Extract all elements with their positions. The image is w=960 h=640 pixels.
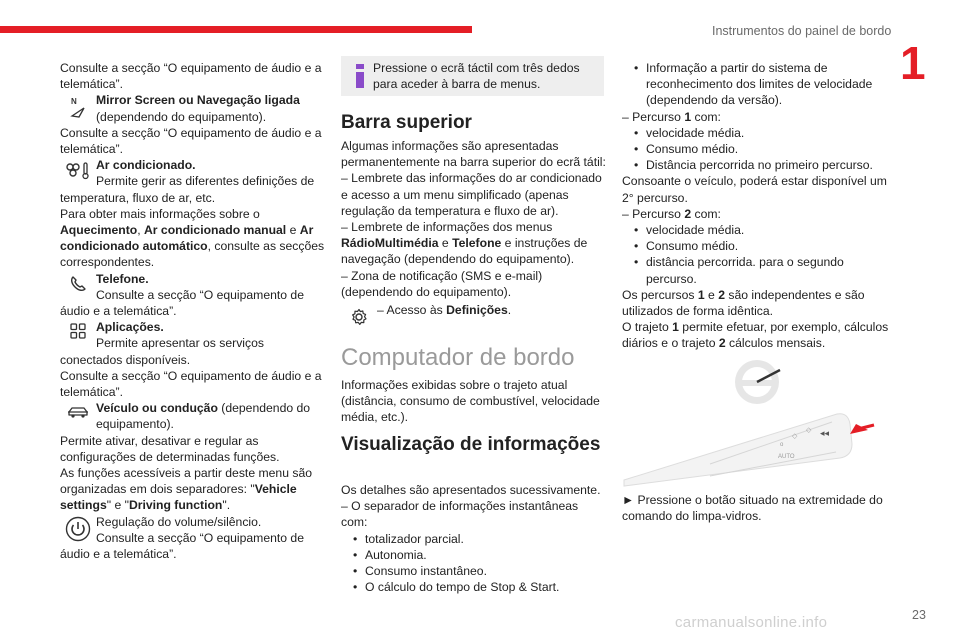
heading-visualizacao: Visualização de informações [341,434,601,455]
bold-term: Vehicle settings [60,482,297,513]
bullet-list [341,531,606,596]
phone-entry [60,271,328,303]
fan-temperature-icon [60,157,96,181]
text-span: e instruções de navegação (dependendo do equipamento). [341,236,588,267]
bullet-item: • O cálculo do tempo de Stop & Start. [341,579,606,595]
bullet-item: • Consumo médio. [622,141,892,157]
navigation-arrow-icon [60,92,96,118]
page-header-title: Instrumentos do painel de bordo [712,24,892,38]
bold-term: Definições [446,303,508,318]
vehicle-subtitle: equipamento). [96,417,174,432]
info-icon [353,62,367,90]
red-arrow-icon [850,424,874,434]
svg-text:◂◂: ◂◂ [820,428,830,438]
gear-icon [341,302,377,326]
steering-wheel-icon [735,360,780,404]
volume-entry [60,514,328,546]
text-span: , [137,223,144,238]
text-span: permite efetuar, por exemplo, cálculos diários e o trajeto [622,320,889,351]
text-span: . [507,303,512,318]
bullet-item: • distância percorrida. para o segundo percurso. [622,254,892,286]
paragraph: áudio e a telemática”. [60,304,177,319]
text-span: e [438,236,453,251]
bullet-item: • velocidade média. [622,222,892,238]
visualization-block [341,482,606,595]
apps-title: Aplicações. [96,320,164,335]
svg-text:N: N [71,97,77,107]
volume-title: Regulação do volume/silêncio. [96,514,262,529]
column-right [622,60,892,352]
text-span: são independentes e são utilizados de forma idêntica. [622,287,865,319]
paragraph: Algumas informações são apresentadas permanentemente na barra superior do ecrã tátil: [341,139,606,170]
bold-term: Driving function [128,498,223,513]
bullet-list [622,222,892,287]
text-span: com: [691,206,721,221]
bold-term: 2 [684,206,692,221]
text-span: – Percurso [622,109,685,124]
bold-term: 2 [718,287,725,302]
watermark-text: carmanualsonline.info [675,614,828,631]
text-span: e [286,223,300,238]
paragraph: Consulte a secção “O equipamento de áudio e a telemática”. [60,125,322,157]
bold-term: Ar condicionado automático [60,223,314,254]
list-item [341,219,606,268]
bullet-item: • Autonomia. [341,547,606,563]
computer-description [341,377,606,426]
bold-term: RádioMultimédia [341,236,439,251]
paragraph-tabs [60,465,328,514]
info-text: Pressione o ecrã táctil com três dedos para aceder à barra de menus. [373,61,580,92]
action-block [622,492,892,524]
text-span: O trajeto [622,320,673,335]
ac-text: Permite gerir as diferentes definições de [96,174,315,189]
apps-entry [60,319,328,351]
mirror-title: Mirror Screen ou Navegação ligada [96,93,300,108]
bold-term: Aquecimento [60,223,138,238]
text-span: Para obter mais informações sobre o [60,206,260,221]
bullet-list [622,60,892,109]
bold-term: 1 [697,287,705,302]
bold-term: 1 [684,109,692,124]
text-span: e [704,287,719,302]
text-span: – Percurso [622,206,685,221]
list-item [622,109,892,125]
bullet-item: • Consumo médio. [622,238,892,254]
paragraph: temperatura, fluxo de ar, etc. [60,190,216,205]
paragraph: Permite ativar, desativar e regular as configurações de determinadas funções. [60,433,280,464]
mirror-screen-entry [60,92,328,124]
phone-text: Consulte a secção “O equipamento de [96,287,304,302]
text-span: , consulte as secções correspondentes. [60,239,325,270]
wiper-stalk-illustration [622,352,892,488]
vehicle-title: Veículo ou condução [96,401,218,416]
vehicle-entry [60,400,328,432]
column-middle [341,138,606,326]
settings-entry [341,302,606,326]
list-item: – O separador de informações instantâneas com: [341,499,579,530]
text-span: com: [691,109,721,124]
bullet-item: • Distância percorrida no primeiro percurso. [622,157,892,173]
heading-computador-de-bordo: Computador de bordo [341,344,575,371]
volume-text: Consulte a secção “O equipamento de [96,530,304,545]
car-icon [60,400,96,420]
mirror-subtitle: (dependendo do equipamento). [96,109,267,124]
text-span: Os percursos [622,287,698,302]
text-span: cálculos mensais. [725,336,826,351]
power-volume-icon [60,514,96,542]
bullet-item: • totalizador parcial. [341,531,606,547]
bold-term: 2 [718,336,726,351]
text-span: ". [222,498,231,513]
ac-title: Ar condicionado. [96,158,196,173]
text-span: " e " [106,498,129,513]
apps-grid-icon [60,319,96,339]
paragraph: Informações exibidas sobre o trajeto atual (distância, consumo de combustível, velocidade média, etc.). [341,378,600,425]
svg-text:◇: ◇ [806,427,812,434]
list-item: – Lembrete das informações do ar condicionado e acesso a um menu simplificado (apenas regulação da temperatura e fluxo de ar). [341,171,602,218]
svg-text:◇: ◇ [792,433,798,440]
bold-term: Telefone [452,236,502,251]
bullet-item: • Consumo instantâneo. [341,563,606,579]
paragraph [622,319,892,351]
bullet-item: • Informação a partir do sistema de reconhecimento dos limites de velocidade (dependendo da versão). [622,60,892,109]
page-number: 23 [912,608,926,622]
heading-barra-superior: Barra superior [341,112,472,133]
info-box [341,56,604,96]
list-item: – Zona de notificação (SMS e e-mail) (dependendo do equipamento). [341,268,543,299]
bullet-list [622,125,892,174]
action-instruction: ► Pressione o botão situado na extremidade do comando do limpa-vidros. [622,493,883,524]
paragraph: Consoante o veículo, poderá estar disponível um 2° percurso. [622,174,887,205]
text-span: – Lembrete de informações dos menus [341,220,553,235]
phone-icon [60,271,96,293]
text-span: (dependendo do [217,401,311,416]
column-left [60,60,328,562]
paragraph: Consulte a secção “O equipamento de áudio e a telemática”. [60,368,322,400]
header-accent-bar [0,26,472,33]
paragraph [622,287,892,319]
bold-term: 1 [672,320,679,335]
paragraph: Os detalhes são apresentados sucessivamente. [341,483,601,497]
svg-text:o: o [780,442,784,448]
bold-term: Ar condicionado manual [143,223,287,238]
paragraph-ac-info [60,206,328,271]
text-span: – Acesso às [377,303,447,318]
text-span: As funções acessíveis a partir deste menu são organizadas em dois separadores: " [60,466,313,497]
svg-text:AUTO: AUTO [778,454,795,460]
bullet-item: • velocidade média. [622,125,892,141]
paragraph: conectados disponíveis. [60,352,191,367]
chapter-number: 1 [900,37,926,89]
paragraph: áudio e a telemática”. [60,547,177,562]
phone-title: Telefone. [96,271,149,286]
paragraph: Consulte a secção “O equipamento de áudio e a telemática”. [60,61,322,92]
ac-entry [60,157,328,189]
wiper-stalk-icon [624,414,852,486]
list-item [622,206,892,222]
apps-text: Permite apresentar os serviços [96,336,264,351]
